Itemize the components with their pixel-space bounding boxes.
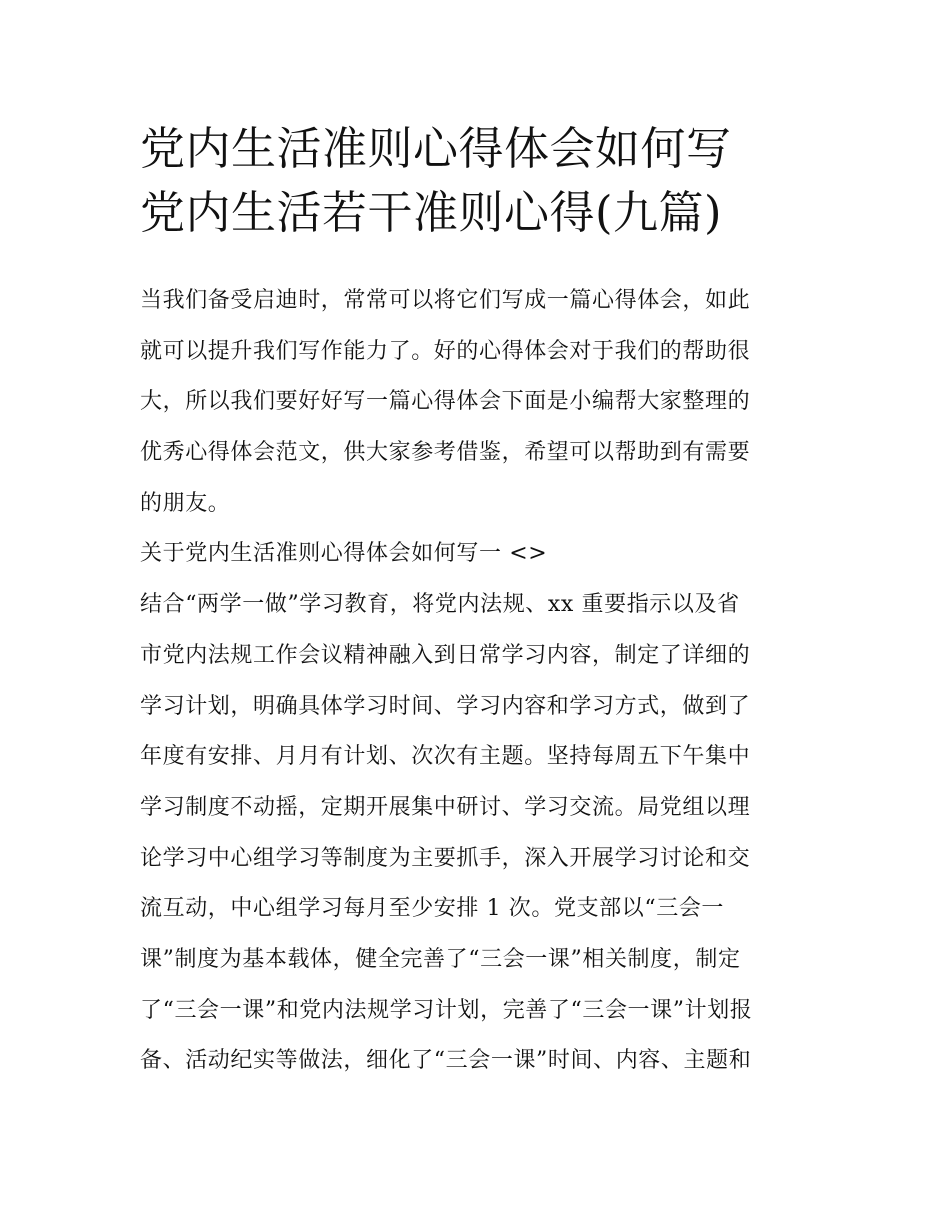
section-heading: 关于党内生活准则心得体会如何写一 <>: [140, 541, 548, 567]
body-line: 课”制度为基本载体，健全完善了“三会一课”相关制度，制定: [140, 946, 741, 972]
body-line: 当我们备受启迪时，常常可以将它们写成一篇心得体会，如此: [140, 288, 751, 313]
body-line: 了“三会一课”和党内法规学习计划，完善了“三会一课”计划报: [140, 997, 753, 1023]
document-title: [140, 117, 830, 245]
body-line: 学习制度不动摇，定期开展集中研讨、学习交流。局党组以理: [140, 794, 751, 820]
body-line: 年度有安排、月月有计划、次次有主题。坚持每周五下午集中: [140, 744, 751, 770]
body-line: 学习计划，明确具体学习时间、学习内容和学习方式，做到了: [140, 693, 751, 719]
body-line: 论学习中心组学习等制度为主要抓手，深入开展学习讨论和交: [140, 845, 751, 871]
body-line: 的朋友。: [140, 490, 231, 516]
title-line: 党内生活若干准则心得(九篇): [140, 186, 723, 239]
body-line: 大，所以我们要好好写一篇心得体会下面是小编帮大家整理的: [140, 389, 751, 415]
body-line: 结合“两学一做”学习教育，将党内法规、xx 重要指示以及省: [140, 592, 740, 618]
body-line: 就可以提升我们写作能力了。好的心得体会对于我们的帮助很: [140, 338, 751, 364]
body-line: 流互动，中心组学习每月至少安排 1 次。党支部以“三会一: [140, 896, 725, 922]
body-line: 市党内法规工作会议精神融入到日常学习内容，制定了详细的: [140, 642, 751, 668]
body-line: 优秀心得体会范文，供大家参考借鉴，希望可以帮助到有需要: [140, 440, 751, 466]
body-line: 备、活动纪实等做法，细化了“三会一课”时间、内容、主题和: [140, 1048, 752, 1074]
title-line: 党内生活准则心得体会如何写: [140, 122, 732, 175]
document-body: [140, 279, 820, 1090]
